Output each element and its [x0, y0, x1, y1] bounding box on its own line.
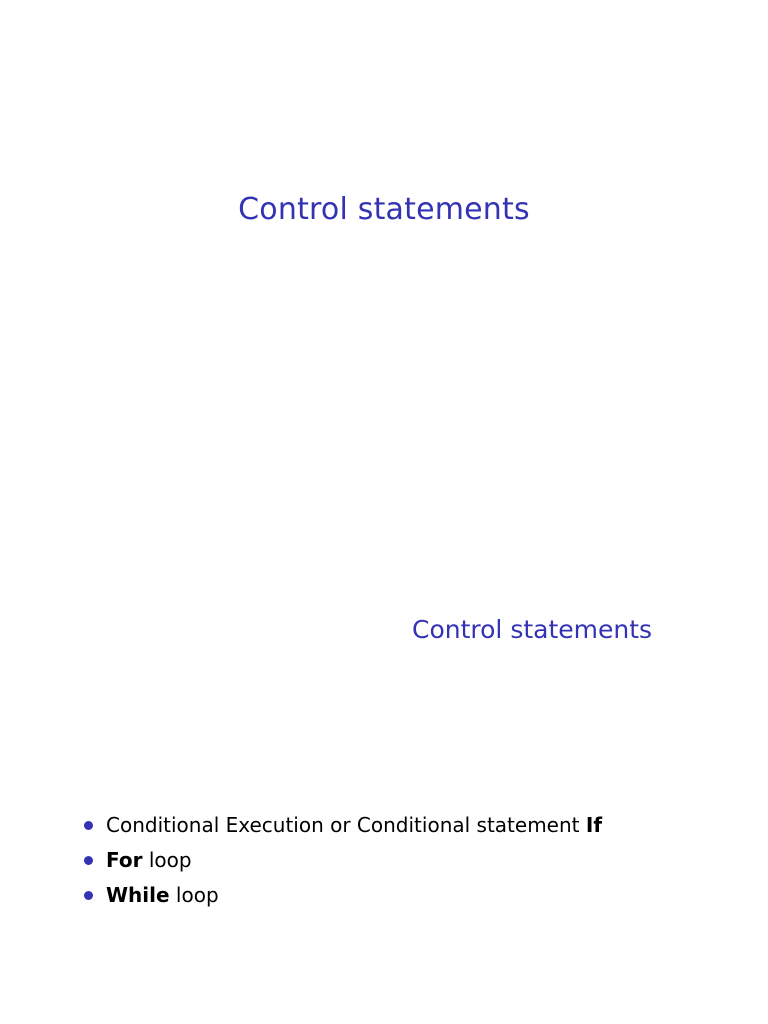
- bullet-text: Conditional Execution or Conditional statement: [106, 813, 586, 837]
- bullet-item-if: [78, 808, 602, 843]
- title-slide: [0, 0, 768, 420]
- bullet-suffix: loop: [169, 883, 219, 907]
- bullet-item-while: [78, 878, 602, 913]
- bullet-dot-icon: [84, 856, 93, 865]
- bullet-keyword: If: [585, 813, 603, 837]
- bullet-item-for: [78, 843, 602, 878]
- bullet-keyword: While: [106, 883, 170, 907]
- bullet-list: [78, 808, 602, 913]
- bullet-dot-icon: [84, 821, 93, 830]
- frame-title: Control statements: [412, 615, 653, 644]
- content-slide: [0, 420, 768, 1024]
- bullet-dot-icon: [84, 891, 93, 900]
- bullet-keyword: For: [106, 848, 143, 872]
- slide-title: Control statements: [238, 192, 530, 227]
- bullet-suffix: loop: [142, 848, 192, 872]
